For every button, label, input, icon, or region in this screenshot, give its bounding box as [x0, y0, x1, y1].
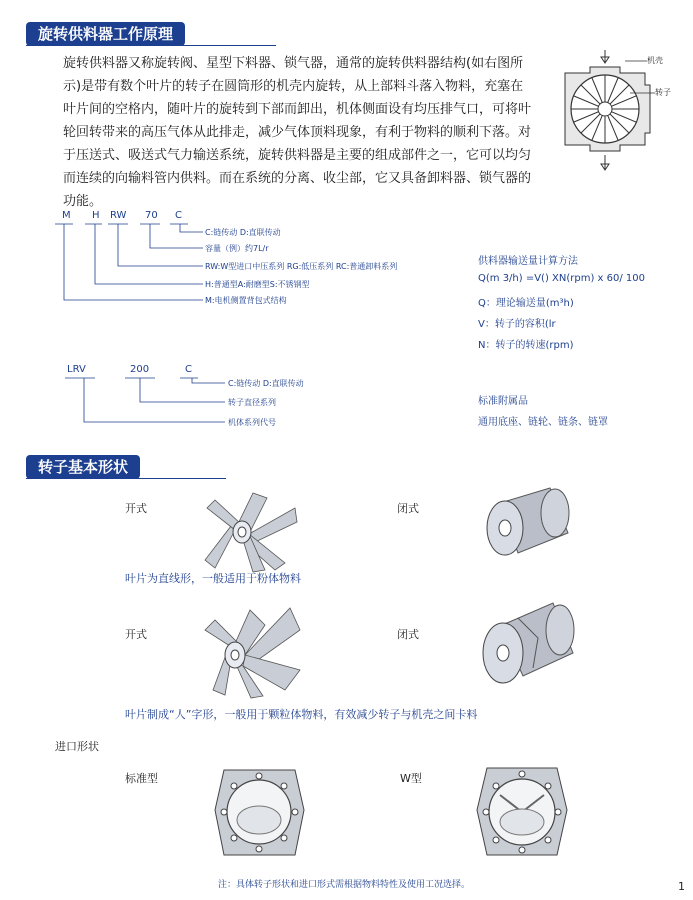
- model1-legend-material: H:普通型A:耐磨型S:不锈钢型: [205, 280, 310, 289]
- caption-straight-blades: 叶片为直线形，一般适用于粉体物料: [125, 572, 301, 585]
- section-header-rotor-shape: 转子基本形状: [26, 455, 140, 479]
- header-underline: [26, 478, 226, 479]
- inlet-standard-image: [212, 760, 307, 865]
- label-w-inlet: W型: [400, 772, 422, 785]
- model-code-m: M: [62, 210, 71, 221]
- model2-code-lrv: LRV: [67, 364, 86, 375]
- model2-code-200: 200: [130, 364, 150, 375]
- formula-line-3: V：转子的容积(lr: [478, 319, 556, 330]
- model1-legend-structure: M:电机侧置背包式结构: [205, 296, 287, 305]
- label-closed-straight: 闭式: [397, 502, 419, 515]
- label-casing: 机壳: [647, 56, 663, 65]
- inlet-w-type-image: [472, 760, 572, 865]
- model1-legend-capacity: 容量（例）约7L/r: [205, 244, 269, 253]
- intro-paragraph: 旋转供料器又称旋转阀、星型下料器、锁气器，通常的旋转供料器结构(如右图所示)是带有数个叶片的转子在圆筒形的机壳内旋转，从上部料斗落入物料，充塞在叶片间的空格内，随叶片的旋转到下部而卸出，机体侧面设有均压排气口，可将叶轮回转带来的高压气体从此排走，减少气体顶料现象，有利于物料的顺利下落。对于压送式、吸送式气力输送系统，旋转供料器是主要的组成部件之一，它可以均匀而连续的向输料管内供料。而在系统的分离、收尘部，它又具备卸料器、锁气器的功能。: [63, 56, 532, 209]
- formula-line-4: N：转子的转速(rpm): [478, 340, 574, 351]
- accessories-text: 通用底座、链轮、链条、链罩: [478, 417, 608, 428]
- accessories-title: 标准附属品: [478, 396, 528, 407]
- model-code-70: 70: [145, 210, 158, 221]
- label-standard-inlet: 标准型: [125, 772, 158, 785]
- model1-legend-drive: C:链传动 D:直联传动: [205, 228, 281, 237]
- formula-title: 供料器输送量计算方法: [478, 256, 578, 267]
- label-open-herringbone: 开式: [125, 628, 147, 641]
- label-closed-herringbone: 闭式: [397, 628, 419, 641]
- model-code-rw: RW: [110, 210, 127, 221]
- rotor-open-straight-image: [205, 488, 300, 573]
- page-number: 1: [678, 880, 685, 893]
- rotor-closed-herringbone-image: [478, 598, 578, 693]
- rotor-closed-straight-image: [480, 483, 575, 568]
- formula-line-1: Q(m 3/h) =V() XN(rpm) x 60/ 100: [478, 273, 646, 284]
- footnote: 注：具体转子形状和进口形式需根据物料特性及使用工况选择。: [218, 880, 471, 890]
- model-code-c: C: [175, 210, 182, 221]
- caption-herringbone-blades: 叶片制成“人”字形，一般用于颗粒体物料，有效减少转子与机壳之间卡料: [125, 708, 478, 721]
- model2-legend-drive: C:链传动 D:直联传动: [228, 379, 304, 388]
- model2-legend-body: 机体系列代号: [228, 418, 276, 427]
- model2-code-c: C: [185, 364, 192, 375]
- label-inlet-shape: 进口形状: [55, 740, 99, 753]
- model-code-h: H: [92, 210, 100, 221]
- model1-legend-series: RW:W型进口中压系列 RG:低压系列 RC:普通卸料系列: [205, 262, 398, 271]
- model2-legend-diameter: 转子直径系列: [228, 398, 276, 407]
- label-rotor: 转子: [655, 88, 671, 97]
- section-header-principle: 旋转供料器工作原理: [26, 22, 185, 46]
- formula-line-2: Q：理论输送量(m³h): [478, 298, 574, 309]
- label-open-straight: 开式: [125, 502, 147, 515]
- rotor-open-herringbone-image: [205, 600, 305, 700]
